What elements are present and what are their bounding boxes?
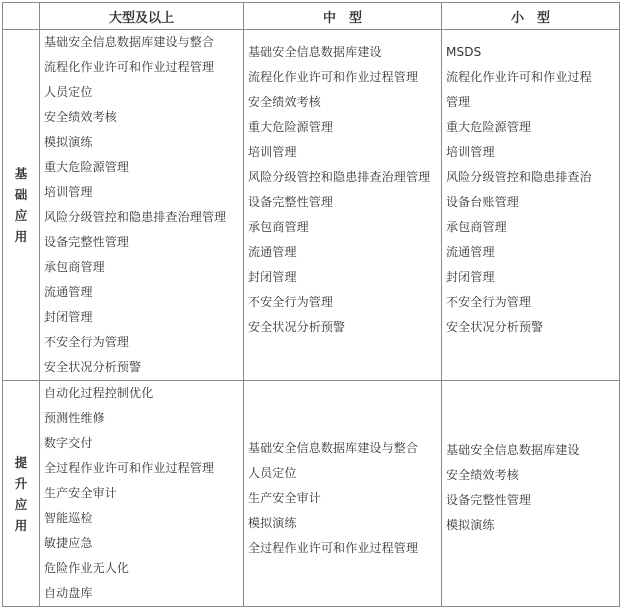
list-item: 不安全行为管理: [446, 295, 532, 309]
list-item: 不安全行为管理: [248, 295, 334, 309]
header-large: 大型及以上: [40, 3, 244, 30]
list-item: 安全状况分析预警: [446, 320, 544, 334]
row-label-char: 基: [14, 166, 28, 181]
list-item: 人员定位: [248, 466, 297, 480]
list-item: 基础安全信息数据库建设与整合: [248, 441, 419, 455]
list-item: 培训管理: [44, 185, 93, 199]
list-item: 设备完整性管理: [446, 492, 532, 507]
list-item: 安全绩效考核: [248, 95, 321, 109]
list-item: 流通管理: [44, 285, 93, 299]
list-item: 设备完整性管理: [248, 195, 334, 209]
list-item: 设备完整性管理: [44, 235, 130, 249]
header-corner: [3, 3, 40, 30]
list-item: 培训管理: [248, 145, 297, 159]
row-label-char: 用: [14, 517, 28, 533]
list-item: 风险分级管控和隐患排查治理管理: [44, 210, 227, 224]
cell-advanced-medium: [244, 381, 442, 607]
row-label-basic: [3, 30, 40, 381]
list-item: 承包商管理: [248, 220, 309, 234]
row-advanced: [3, 381, 620, 607]
list-item: 模拟演练: [44, 135, 93, 149]
list-item: 承包商管理: [44, 260, 105, 274]
row-basic: [3, 30, 620, 381]
list-item: 基础安全信息数据库建设: [446, 442, 580, 457]
cell-advanced-large: [40, 381, 244, 607]
list-item: 承包商管理: [446, 220, 507, 234]
list-item: 数字交付: [44, 436, 93, 450]
list-item: 封闭管理: [248, 270, 297, 284]
list-item: 自动化过程控制优化: [44, 386, 154, 400]
list-item: 设备台账管理: [446, 195, 519, 209]
list-item: 重大危险源管理: [248, 120, 334, 134]
header-row: [3, 3, 620, 30]
list-item: 安全状况分析预警: [248, 320, 346, 334]
list-item: 预测性维修: [44, 411, 105, 425]
header-medium: 中 型: [244, 3, 442, 30]
row-label-advanced: [3, 381, 40, 607]
header-small: 小 型: [442, 3, 620, 30]
list-item: 安全绩效考核: [44, 110, 117, 124]
row-label-char: 应: [14, 208, 28, 223]
list-item: 管理: [446, 95, 471, 109]
list-item: 模拟演练: [248, 516, 297, 530]
list-item: 基础安全信息数据库建设: [248, 45, 382, 59]
list-item: 生产安全审计: [248, 491, 321, 505]
application-table: [2, 2, 620, 607]
cell-basic-large: [40, 30, 244, 381]
list-item: 不安全行为管理: [44, 335, 130, 349]
list-item: MSDS: [446, 45, 482, 59]
list-item: 危险作业无人化: [44, 561, 130, 575]
row-label-char: 础: [14, 187, 28, 202]
list-item: 重大危险源管理: [44, 160, 130, 174]
list-item: 基础安全信息数据库建设与整合: [44, 35, 215, 49]
list-item: 封闭管理: [446, 270, 495, 284]
list-item: 模拟演练: [446, 517, 495, 532]
list-item: 流程化作业许可和作业过程管理: [248, 70, 419, 84]
list-item: 全过程作业许可和作业过程管理: [44, 461, 215, 475]
list-item: 安全状况分析预警: [44, 360, 142, 374]
list-item: 生产安全审计: [44, 486, 117, 500]
list-item: 自动盘库: [44, 586, 93, 600]
list-item: 智能巡检: [44, 511, 93, 525]
list-item: 封闭管理: [44, 310, 93, 324]
list-item: 培训管理: [446, 145, 495, 159]
list-item: 人员定位: [44, 85, 93, 99]
row-label-char: 用: [14, 229, 28, 244]
list-item: 流通管理: [248, 245, 297, 259]
list-item: 流通管理: [446, 245, 495, 259]
list-item: 敏捷应急: [44, 536, 93, 550]
cell-advanced-small: [442, 381, 620, 607]
list-item: 流程化作业许可和作业过程: [446, 70, 592, 84]
cell-basic-medium: [244, 30, 442, 381]
cell-basic-small: [442, 30, 620, 381]
list-item: 风险分级管控和隐患排查治: [446, 170, 592, 184]
list-item: 流程化作业许可和作业过程管理: [44, 60, 215, 74]
list-item: 重大危险源管理: [446, 120, 532, 134]
row-label-char: 升: [14, 475, 28, 491]
list-item: 风险分级管控和隐患排查治理管理: [248, 170, 431, 184]
list-item: 全过程作业许可和作业过程管理: [248, 541, 419, 555]
list-item: 安全绩效考核: [446, 467, 519, 482]
row-label-char: 应: [14, 496, 28, 512]
row-label-char: 提: [14, 454, 28, 470]
